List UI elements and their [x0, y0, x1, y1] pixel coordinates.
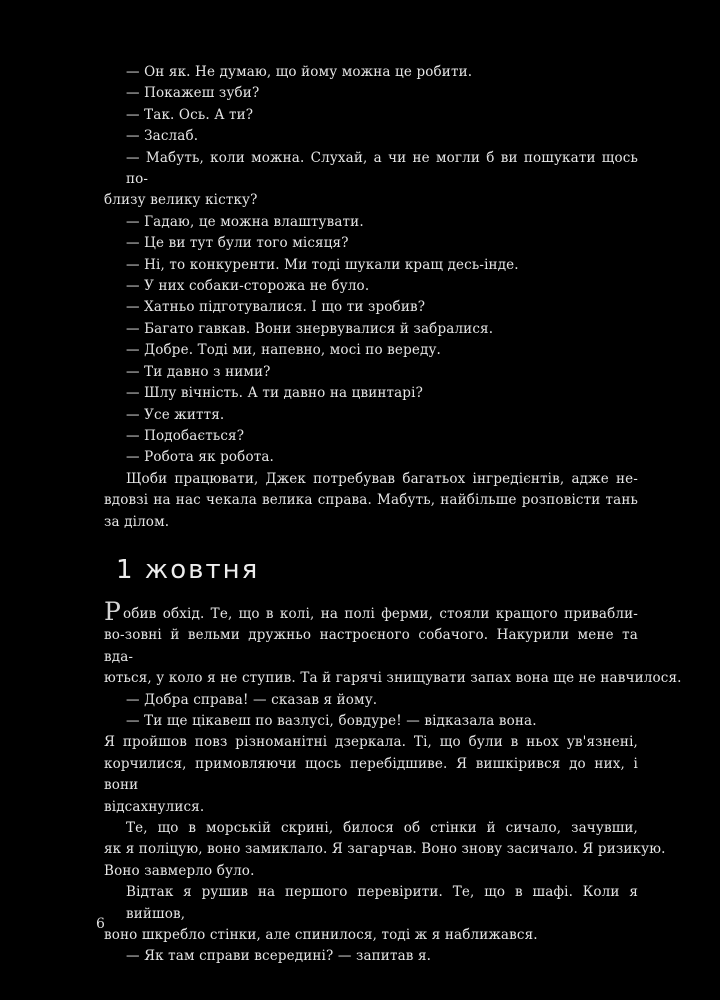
dialogue-line: — Шлу вічність. А ти давно на цвинтарі?	[126, 385, 423, 402]
dialogue-line: — Ти давно з ними?	[126, 363, 271, 380]
paragraph-line: воно шкребло стінки, але спинилося, тоді ж я наближався.	[104, 927, 538, 944]
chapter-heading: 1 жовтня	[116, 554, 260, 585]
drop-cap: Р	[104, 596, 121, 626]
dialogue-line: — Покажеш зуби?	[126, 85, 260, 102]
dialogue-line: — Так. Ось. А ти?	[126, 106, 254, 123]
paragraph-line: як я поліцую, воно замиклало. Я загарчав. Воно знову засичало. Я ризикую.	[104, 841, 666, 858]
dialogue-line: — Гадаю, це можна влаштувати.	[126, 213, 364, 230]
paragraph-line: Я пройшов повз різноманітні дзеркала. Ті, що були в ньох ув'язнені,	[104, 734, 638, 751]
dialogue-line: — Он як. Не думаю, що йому можна це робити.	[126, 64, 473, 80]
paragraph-line: вдовзі на нас чекала велика справа. Мабуть, найбільше розповісти тань	[104, 492, 638, 509]
dialogue-line: — Хатньо підготувалися. І що ти зробив?	[126, 299, 426, 316]
paragraph-line: во-зовні й вельми дружньо настроєного собачого. Накурили мене та вда-	[104, 627, 638, 665]
paragraph-line: Те, що в морській скрині, билося об стінки й сичало, зачувши,	[126, 820, 638, 836]
dialogue-line: — У них собаки-сторожа не було.	[126, 278, 370, 295]
paragraph-line: Щоби працювати, Джек потребував багатьох інгредієнтів, адже не-	[126, 470, 638, 487]
dialogue-line: — Це ви тут були того місяця?	[126, 235, 349, 252]
dialogue-line: — Добре. Тоді ми, напевно, мосі по вереду.	[126, 342, 441, 359]
paragraph-line: за ділом.	[104, 513, 170, 530]
dialogue-line: — Багато гавкав. Вони знервувалися й забралися.	[126, 320, 494, 337]
paragraph-line: Відтак я рушив на першого перевірити. Те, що в шафі. Коли я вийшов,	[126, 884, 638, 922]
paragraph-line: ються, у коло я не ступив. Та й гарячі знищувати запах вона ще не навчилося.	[104, 670, 682, 687]
first-line-text: обив обхід. Те, що в колі, на полі ферми, стояли кращого привабли-	[122, 605, 638, 622]
chapter-body	[104, 596, 682, 968]
dialogue-line: — Подобається?	[126, 427, 245, 444]
dialogue-line: — Заслаб.	[126, 128, 199, 145]
dialogue-line: близу велику кістку?	[104, 192, 258, 209]
dialogue-line: — Добра справа! — сказав я йому.	[126, 691, 378, 708]
dialogue-block	[104, 62, 638, 469]
dialogue-line: — Усе життя.	[126, 406, 225, 423]
dialogue-line: — Ти ще цікавеш по вазлусі, бовдуре! — відказала вона.	[126, 712, 537, 729]
closing-paragraph	[104, 469, 638, 533]
page-number: 6	[96, 916, 105, 932]
dialogue-line: — Ні, то конкуренти. Ми тоді шукали кращ десь-інде.	[126, 256, 519, 273]
dialogue-line: — Мабуть, коли можна. Слухай, а чи не могли б ви пошукати щось по-	[126, 149, 638, 188]
paragraph-line: корчилися, примовляючи щось перебідшиве. Я вишкірився до них, і вони	[104, 755, 638, 794]
dialogue-line: — Робота як робота.	[126, 449, 274, 466]
paragraph-line: відсахнулися.	[104, 798, 205, 815]
first-line-with-dropcap	[104, 596, 638, 626]
book-page	[104, 62, 682, 968]
dialogue-line: — Як там справи всередині? — запитав я.	[126, 948, 432, 965]
paragraph-line: Воно завмерло було.	[104, 862, 255, 879]
